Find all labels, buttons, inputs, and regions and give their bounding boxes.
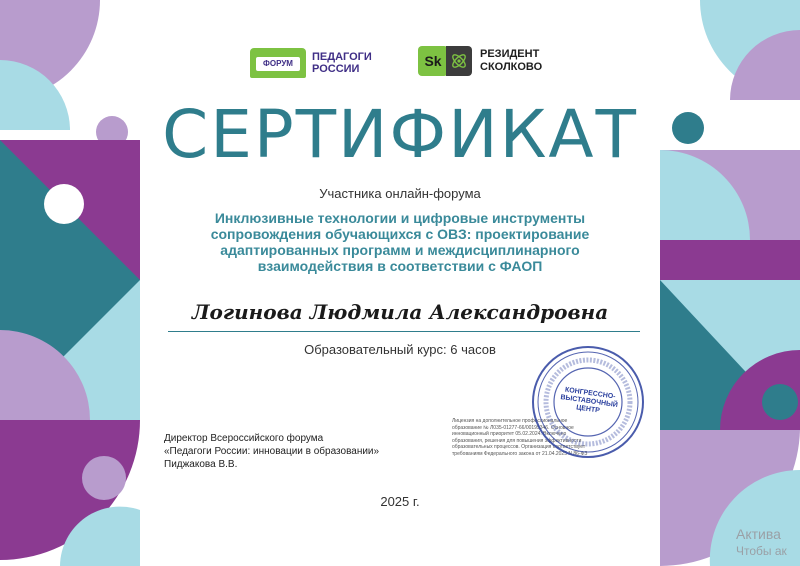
- skolkovo-line1: РЕЗИДЕНТ: [480, 48, 540, 60]
- logos-row: [250, 44, 570, 84]
- stamp-center-text: КОНГРЕССНО-ВЫСТАВОЧНЫЙ ЦЕНТР: [559, 386, 619, 415]
- atom-icon: [446, 46, 472, 76]
- director-name: Пиджакова В.В.: [164, 459, 238, 470]
- activation-watermark: [736, 524, 800, 558]
- license-line6: требованиям Федерального закона от 21.04.2025 N 86-ФЗ: [452, 450, 588, 457]
- forum-logo-text: [312, 51, 372, 75]
- course-hours: Образовательный курс: 6 часов: [304, 342, 496, 357]
- skolkovo-line2: СКОЛКОВО: [480, 61, 543, 73]
- certificate-subtitle: Участника онлайн-форума: [319, 186, 481, 201]
- license-line1: Лицензия на дополнительное профессиональное: [452, 418, 568, 424]
- certificate-title: СЕРТИФИКАТ: [162, 96, 638, 173]
- name-underline: [168, 331, 640, 332]
- license-line3: инновационный приоритет 05.02.2024. Включено: [452, 431, 567, 438]
- forum-badge-label: ФОРУМ: [256, 57, 300, 71]
- participant-name: Логинова Людмила Александровна: [191, 300, 609, 324]
- skolkovo-logo-text: [480, 48, 542, 74]
- certificate-year: 2025 г.: [380, 494, 420, 509]
- license-line5: образовательных процессов. Организация соответствует: [452, 444, 586, 451]
- book-icon: [250, 48, 306, 78]
- director-block: [164, 432, 434, 471]
- watermark-line2: Чтобы ак: [736, 544, 787, 558]
- forum-logo-line2: РОССИИ: [312, 63, 360, 75]
- forum-topic: Инклюзивные технологии и цифровые инструменты сопровождения обучающихся с ОВЗ: проектирование адаптированных программ и междисциплинарного взаимодействия в соответствии с ФАОП: [210, 210, 590, 274]
- skolkovo-logo: [418, 46, 542, 76]
- license-line2: образование № Л035-01277-66/00195346. Основное: [452, 424, 574, 431]
- forum-logo-line1: ПЕДАГОГИ: [312, 51, 372, 63]
- license-line4: образования, решения для повышения эффективности: [452, 437, 582, 444]
- director-line2: «Педагоги России: инновации в образовании»: [164, 446, 380, 457]
- left-decoration: [0, 0, 140, 566]
- watermark-line1: Актива: [736, 526, 781, 542]
- forum-logo: [250, 48, 372, 78]
- sk-mark: Sk: [418, 46, 448, 76]
- right-decoration: [660, 0, 800, 566]
- director-line1: Директор Всероссийского форума: [164, 433, 324, 444]
